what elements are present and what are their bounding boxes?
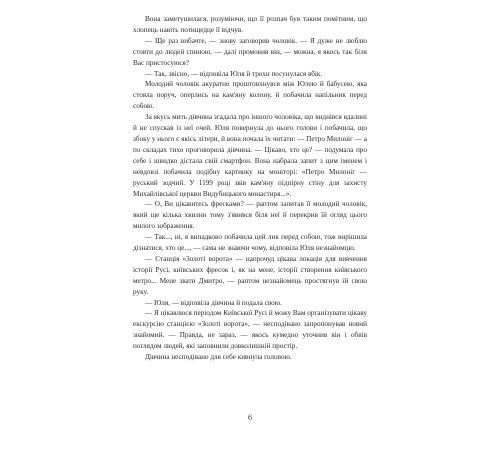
paragraph: — О, Ви цікавитесь фресками? — раптом запитав її молодий чоловік, який ще кілька хвилин тому з'явився біля неї й перекрив їй огляд цього милого зображення.: [133, 200, 367, 231]
paragraph: — Так..., ні, я випадково побачила цей лик перед собою, тож вирішила дізнатися, хто це..., — сама не знаючи чому, відповіла Юля незнайомцю.: [133, 233, 367, 253]
body-text: [133, 14, 367, 363]
paragraph: Дівчина несподівано для себе кивнула головою.: [145, 353, 292, 362]
paragraph: За якусь мить дівчина згадала про іншого чоловіка, що виднівся вдалині й не спускав із неї очей. Юля повернула до нього голови і побачила, що збоку у нього є якісь літери, й вона почала їх читати: — Петро Милоніг — а по складах тихо проговорила дівчина. — Цікаво, хто це? — подумала про себе і швидко дістала свій смартфон. Вона набрала запит з цим іменем і невдовзі побачила подібну картинку на моніторі: «Петро Милоніг — руський зодчий. У 1199 році звів кам'яну підпірну стіну для захисту Михайлівської церкви Видубицького монастиря...».: [133, 113, 367, 198]
paragraph: — Я цікавлюся періодом Київської Русі й можу Вам організувати цікаву екскурсію станцією «Золоті ворота», — несподівано запропонував новий знайомий. — Правда, не зараз, — якось кумедно уточнив він і обвів поглядом людей, які заповнили довколишній простір.: [133, 309, 367, 351]
paragraph: — Ще раз вибачте, — знову заговорив чоловік. — Я дуже не люблю стояти до людей спиною, — далі промовив він, — можна, я якось так біля Вас пристосуюся?: [133, 36, 367, 67]
paragraph: — Станція «Золоті ворота» — напрочуд цікава локація для вивчення історії Русі, київських фресок і, як на мене, історії створення київського метро... Мене звати Дмитро, — раптом незнайомець простягнув їй свою руку.: [133, 254, 367, 296]
paragraph: Вона заметушилася, розуміючи, що її розпач був таким помітним, що хлопець навіть потищедце її відчув.: [133, 15, 367, 34]
paragraph: — Юля, — відповіла дівчина й подала свою.: [145, 298, 282, 307]
paragraph: — Так, звісно, — відповіла Юля й трохи посунулася вбік.: [145, 69, 323, 78]
page-number: 6: [248, 413, 252, 422]
paragraph: Молодий чоловік акуратно проштовхнувся між Юлею й бабусею, яка стояла поруч, оперлись на кам'яну колону, й побачила напільник перед собою.: [133, 80, 367, 111]
